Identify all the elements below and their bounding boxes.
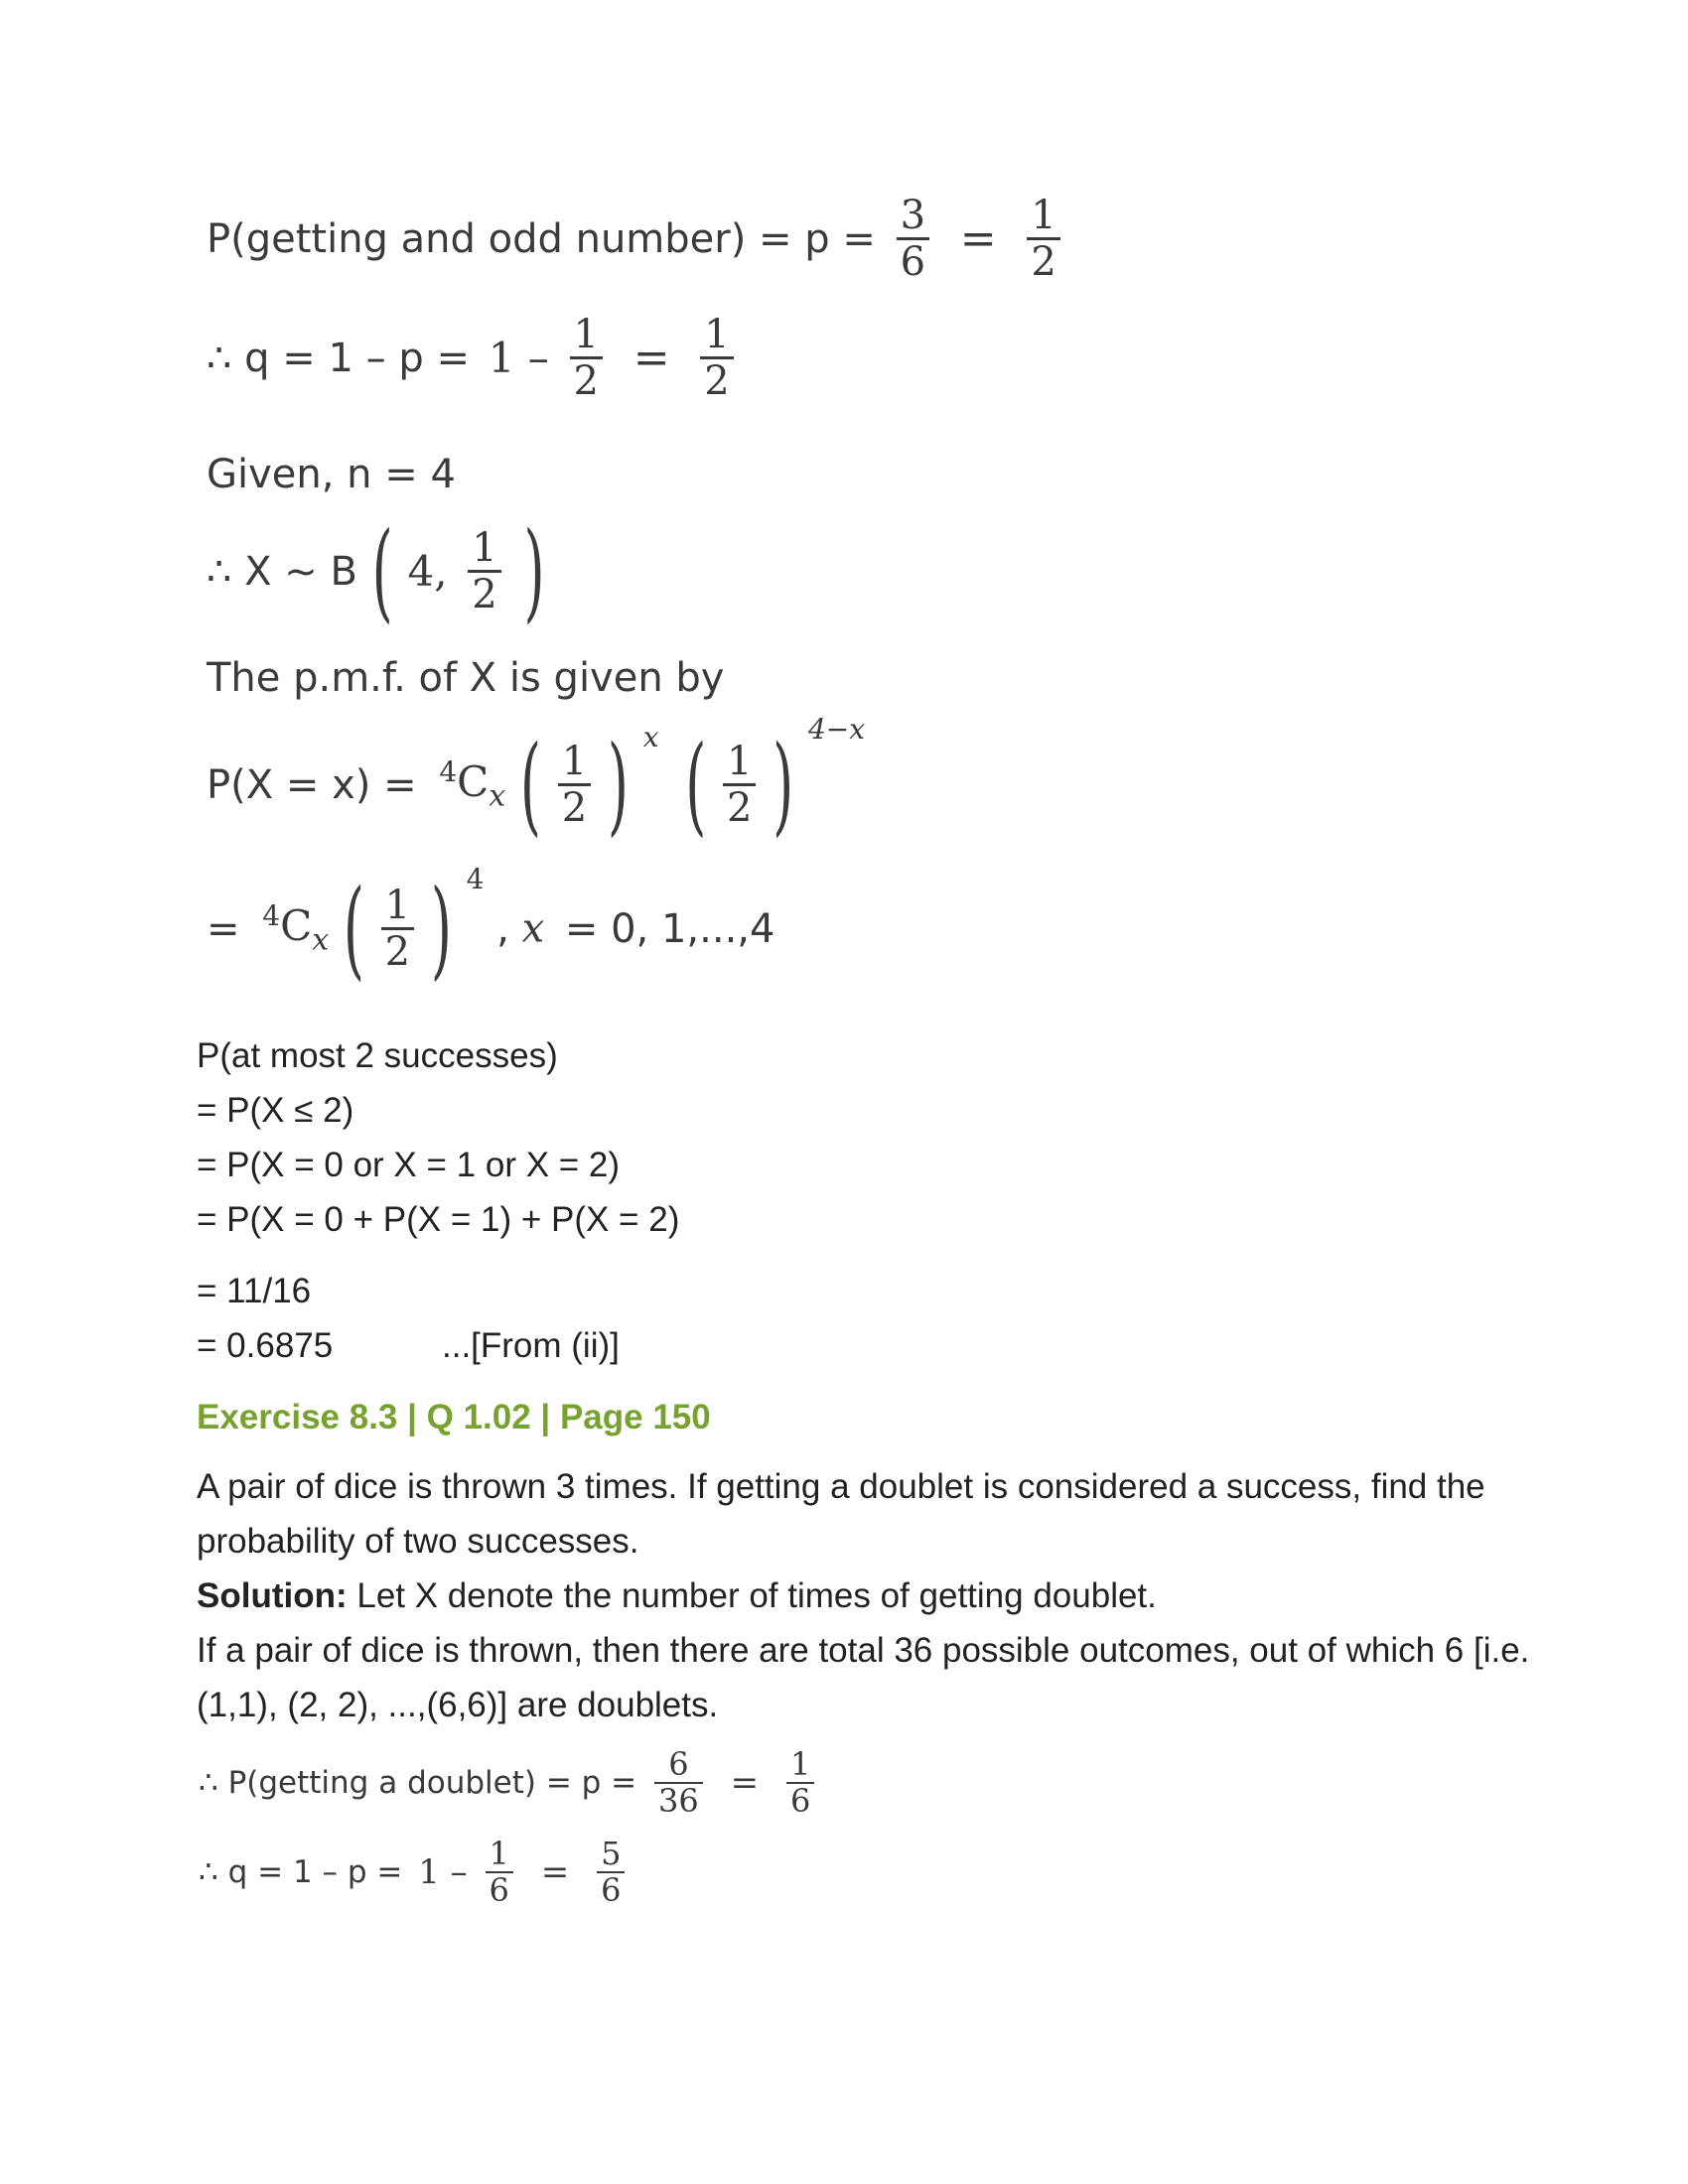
fraction-3-6 — [897, 194, 929, 284]
fraction-1-2 — [381, 884, 414, 974]
x-range: = 0, 1,...,4 — [564, 905, 775, 952]
one-minus: 1 – — [418, 1852, 468, 1893]
prob-odd-label: P(getting and odd number) = p = — [207, 215, 876, 262]
solution-label: Solution: — [197, 1576, 348, 1615]
outcomes-line-2: (1,1), (2, 2), ...,(6,6)] are doublets. — [197, 1686, 719, 1724]
question-line-1: A pair of dice is thrown 3 times. If getting a doublet is considered a success, find the — [197, 1467, 1485, 1506]
numerator: 1 — [727, 739, 753, 784]
right-paren: ) — [607, 722, 629, 848]
pmf-simplified-line — [207, 863, 775, 992]
q-equation-line — [207, 313, 742, 403]
solution-line — [197, 1578, 1157, 1613]
equals-sign: = — [207, 905, 240, 952]
combination-x: x — [489, 778, 506, 814]
combination-n: 4 — [262, 899, 281, 933]
binomial-distribution-line — [207, 508, 547, 634]
result-decimal: = 0.6875 — [197, 1326, 334, 1365]
solution-text: Let X denote the number of times of getting doublet. — [347, 1576, 1157, 1615]
denominator: 2 — [561, 785, 588, 831]
denominator: 2 — [472, 572, 497, 617]
right-paren: ) — [430, 866, 452, 992]
exponent-4-minus-x: 4−x — [807, 713, 866, 746]
numerator: 1 — [472, 525, 497, 571]
pmf-label: P(X = x) = — [207, 761, 417, 808]
equals-sign: = — [730, 1763, 760, 1804]
step-line: = P(X = 0 or X = 1 or X = 2) — [197, 1146, 621, 1184]
numerator: 6 — [668, 1745, 689, 1783]
q-label: ∴ q = 1 – p = — [199, 1854, 403, 1891]
left-paren: ( — [685, 722, 707, 848]
combination-symbol — [262, 899, 329, 957]
outcomes-line-1: If a pair of dice is thrown, then there are total 36 possible outcomes, out of which 6 [i.e. — [197, 1631, 1530, 1670]
prob-odd-number-line — [207, 194, 1068, 284]
x-binomial-label: ∴ X ~ B — [207, 548, 357, 595]
at-most-two-line: P(at most 2 successes) — [197, 1036, 558, 1075]
exponent-4: 4 — [466, 863, 485, 895]
denominator: 2 — [384, 929, 411, 975]
given-n-line: Given, n = 4 — [207, 452, 456, 497]
fraction-1-6 — [486, 1837, 513, 1908]
numerator: 5 — [601, 1835, 622, 1872]
right-paren: ) — [523, 508, 545, 634]
question-line-2: probability of two successes. — [197, 1522, 639, 1561]
exercise-heading: Exercise 8.3 | Q 1.02 | Page 150 — [197, 1398, 711, 1436]
one-minus: 1 – — [488, 334, 549, 382]
result-fraction-line: = 11/16 — [197, 1272, 312, 1310]
denominator: 6 — [789, 1782, 811, 1821]
q-doublet-line — [199, 1837, 633, 1908]
pmf-formula-line — [207, 713, 866, 848]
numerator: 3 — [900, 193, 926, 238]
fraction-1-2 — [700, 313, 733, 403]
numerator: 1 — [573, 312, 599, 357]
exponent-x: x — [642, 721, 659, 753]
fraction-1-2 — [1027, 194, 1059, 284]
equals-sign: = — [959, 213, 997, 264]
numerator: 1 — [789, 1745, 811, 1783]
variable-x: x — [521, 905, 545, 952]
fraction-6-36 — [654, 1747, 703, 1819]
left-paren: ( — [343, 866, 364, 992]
denominator: 6 — [489, 1871, 509, 1910]
q-label: ∴ q = 1 – p = — [207, 335, 470, 381]
comma: , — [496, 905, 509, 952]
equals-sign: = — [540, 1852, 570, 1893]
fraction-1-6 — [786, 1747, 814, 1819]
left-paren: ( — [371, 508, 393, 634]
fraction-1-2 — [570, 313, 603, 403]
numerator: 1 — [384, 883, 411, 928]
denominator: 36 — [658, 1782, 699, 1821]
denominator: 2 — [727, 785, 753, 831]
prob-doublet-line — [199, 1747, 822, 1819]
fraction-1-2 — [723, 740, 756, 830]
denominator: 6 — [900, 239, 926, 285]
denominator: 2 — [573, 358, 599, 404]
combination-n: 4 — [439, 755, 458, 789]
fraction-1-2 — [468, 526, 500, 616]
step-line: = P(X ≤ 2) — [197, 1091, 354, 1130]
combination-C: C — [280, 901, 313, 951]
step-line: = P(X = 0 + P(X = 1) + P(X = 2) — [197, 1200, 680, 1239]
left-paren: ( — [519, 722, 541, 848]
denominator: 2 — [704, 358, 730, 404]
combination-x: x — [312, 922, 330, 958]
combination-symbol — [439, 755, 505, 813]
denominator: 2 — [1031, 239, 1056, 285]
numerator: 1 — [561, 739, 588, 784]
reference-note: ...[From (ii)] — [442, 1326, 620, 1365]
right-paren: ) — [773, 722, 794, 848]
equals-sign: = — [633, 333, 670, 383]
fraction-5-6 — [597, 1837, 625, 1908]
pmf-intro-line: The p.m.f. of X is given by — [207, 655, 725, 701]
fraction-1-2 — [558, 740, 591, 830]
denominator: 6 — [601, 1871, 622, 1910]
prob-doublet-label: ∴ P(getting a doublet) = p = — [199, 1765, 637, 1802]
combination-C: C — [457, 757, 490, 807]
numerator: 1 — [489, 1835, 509, 1872]
numerator: 1 — [1031, 193, 1056, 238]
n-value: 4, — [407, 547, 448, 596]
numerator: 1 — [704, 312, 730, 357]
